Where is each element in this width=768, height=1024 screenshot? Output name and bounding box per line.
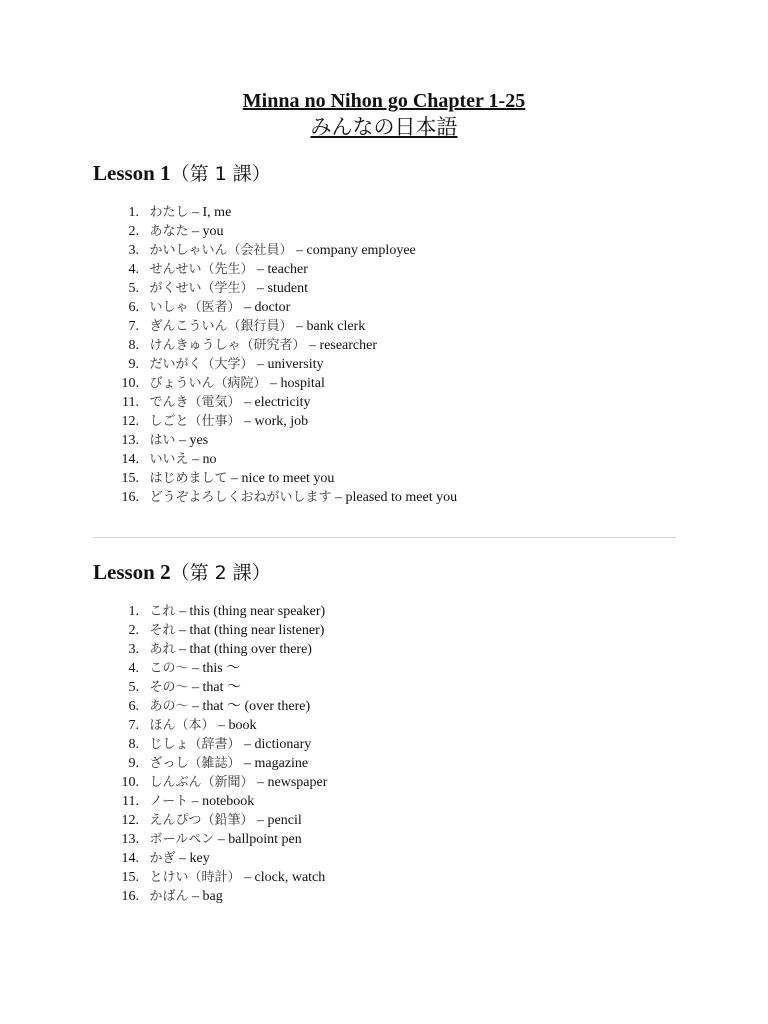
vocab-spacer — [139, 205, 150, 220]
vocab-japanese: この〜 — [149, 661, 189, 676]
vocab-item — [93, 298, 457, 317]
vocab-spacer — [139, 775, 150, 790]
vocab-item — [93, 222, 457, 241]
lesson-2-heading-jp: （第 2 課） — [170, 562, 271, 584]
vocab-item — [93, 393, 457, 412]
vocab-japanese: その〜 — [149, 680, 189, 695]
vocab-japanese: はじめまして — [149, 471, 228, 486]
vocab-english: – that (thing near listener) — [175, 623, 325, 638]
vocab-english: – clock, watch — [240, 870, 326, 885]
vocab-japanese: じしょ（辞書） — [149, 737, 241, 752]
vocab-spacer — [139, 756, 150, 771]
vocab-number: 12. — [121, 414, 139, 429]
vocab-number: 6. — [128, 699, 139, 714]
vocab-item — [93, 697, 327, 716]
vocab-english: – work, job — [240, 414, 309, 429]
vocab-japanese: あなた — [149, 224, 189, 239]
vocab-item — [93, 317, 457, 336]
vocab-japanese: でんき（電気） — [149, 395, 241, 410]
vocab-item — [93, 811, 327, 830]
vocab-japanese: わたし — [149, 205, 189, 220]
vocab-spacer — [139, 699, 150, 714]
vocab-english: – key — [175, 851, 210, 866]
vocab-japanese: これ — [149, 604, 176, 619]
vocab-number: 16. — [121, 889, 139, 904]
vocab-spacer — [139, 794, 150, 809]
vocab-english: – that (thing over there) — [175, 642, 312, 657]
section-divider — [93, 537, 676, 538]
vocab-number: 7. — [128, 718, 139, 733]
vocab-japanese: いしゃ（医者） — [149, 300, 241, 315]
vocab-item — [93, 602, 327, 621]
vocab-english: – notebook — [188, 794, 255, 809]
vocab-spacer — [139, 680, 150, 695]
vocab-spacer — [139, 623, 150, 638]
vocab-english: – dictionary — [240, 737, 312, 752]
vocab-item — [93, 735, 327, 754]
vocab-japanese: とけい（時計） — [149, 870, 241, 885]
vocab-japanese: それ — [149, 623, 176, 638]
vocab-number: 9. — [128, 357, 139, 372]
vocab-spacer — [139, 243, 150, 258]
vocab-number: 5. — [128, 680, 139, 695]
vocab-japanese: あれ — [149, 642, 176, 657]
lesson-2-vocab-list — [93, 602, 327, 906]
vocab-number: 12. — [121, 813, 139, 828]
vocab-number: 13. — [121, 433, 139, 448]
vocab-english: – book — [214, 718, 257, 733]
vocab-spacer — [139, 889, 150, 904]
vocab-spacer — [139, 718, 150, 733]
vocab-japanese: かばん — [149, 889, 189, 904]
vocab-number: 2. — [128, 623, 139, 638]
vocab-english: – student — [253, 281, 308, 296]
vocab-number: 2. — [128, 224, 139, 239]
vocab-number: 4. — [128, 661, 139, 676]
vocab-item — [93, 488, 457, 507]
vocab-item — [93, 640, 327, 659]
vocab-english: – you — [188, 224, 224, 239]
vocab-english: – pleased to meet you — [331, 490, 458, 505]
document-title-jp: みんなの日本語 — [310, 115, 458, 139]
vocab-item — [93, 678, 327, 697]
vocab-spacer — [139, 661, 150, 676]
vocab-english: – pencil — [253, 813, 302, 828]
vocab-item — [93, 773, 327, 792]
vocab-item — [93, 849, 327, 868]
vocab-english: – company employee — [292, 243, 416, 258]
vocab-japanese: ノート — [149, 794, 189, 809]
vocab-item — [93, 469, 457, 488]
vocab-english: – teacher — [253, 262, 308, 277]
vocab-number: 6. — [128, 300, 139, 315]
vocab-english: – university — [253, 357, 324, 372]
lesson-1-vocab-list — [93, 203, 457, 507]
vocab-item — [93, 431, 457, 450]
vocab-english: – researcher — [305, 338, 378, 353]
vocab-item — [93, 241, 457, 260]
vocab-spacer — [139, 414, 150, 429]
vocab-item — [93, 621, 327, 640]
vocab-japanese: だいがく（大学） — [149, 357, 254, 372]
vocab-number: 1. — [128, 205, 139, 220]
vocab-japanese: えんぴつ（鉛筆） — [149, 813, 254, 828]
vocab-english: – this 〜 — [188, 661, 241, 676]
lesson-1-heading-jp: （第 1 課） — [170, 163, 271, 185]
vocab-number: 7. — [128, 319, 139, 334]
vocab-spacer — [139, 376, 150, 391]
vocab-number: 16. — [121, 490, 139, 505]
vocab-spacer — [139, 338, 150, 353]
vocab-japanese: ほん（本） — [149, 718, 215, 733]
vocab-number: 1. — [128, 604, 139, 619]
vocab-spacer — [139, 433, 150, 448]
vocab-spacer — [139, 452, 150, 467]
vocab-english: – yes — [175, 433, 209, 448]
vocab-english: – bag — [188, 889, 223, 904]
vocab-spacer — [139, 851, 150, 866]
vocab-item — [93, 412, 457, 431]
vocab-spacer — [139, 604, 150, 619]
vocab-japanese: ざっし（雑誌） — [149, 756, 241, 771]
vocab-number: 15. — [121, 471, 139, 486]
vocab-item — [93, 887, 327, 906]
vocab-english: – doctor — [240, 300, 291, 315]
vocab-number: 14. — [121, 452, 139, 467]
vocab-english: – I, me — [188, 205, 232, 220]
vocab-japanese: どうぞよろしくおねがいします — [149, 490, 332, 505]
vocab-japanese: かいしゃいん（会社員） — [149, 243, 293, 258]
vocab-number: 9. — [128, 756, 139, 771]
vocab-item — [93, 336, 457, 355]
vocab-english: – hospital — [266, 376, 325, 391]
vocab-japanese: けんきゅうしゃ（研究者） — [149, 338, 306, 353]
vocab-spacer — [139, 262, 150, 277]
vocab-spacer — [139, 832, 150, 847]
vocab-item — [93, 203, 457, 222]
vocab-japanese: はい — [149, 433, 176, 448]
vocab-number: 3. — [128, 642, 139, 657]
vocab-spacer — [139, 357, 150, 372]
vocab-japanese: びょういん（病院） — [149, 376, 267, 391]
document-title-block — [0, 88, 768, 140]
vocab-japanese: しごと（仕事） — [149, 414, 241, 429]
vocab-spacer — [139, 870, 150, 885]
vocab-item — [93, 868, 327, 887]
vocab-number: 11. — [122, 794, 139, 809]
vocab-japanese: しんぶん（新聞） — [149, 775, 254, 790]
vocab-japanese: せんせい（先生） — [149, 262, 254, 277]
vocab-spacer — [139, 319, 150, 334]
vocab-item — [93, 450, 457, 469]
vocab-item — [93, 754, 327, 773]
vocab-english: – magazine — [240, 756, 309, 771]
vocab-english: – no — [188, 452, 217, 467]
vocab-english: – electricity — [240, 395, 311, 410]
vocab-number: 4. — [128, 262, 139, 277]
vocab-english: – nice to meet you — [227, 471, 335, 486]
vocab-spacer — [139, 281, 150, 296]
vocab-item — [93, 659, 327, 678]
vocab-spacer — [139, 395, 150, 410]
lesson-2-heading — [93, 559, 271, 586]
vocab-spacer — [139, 224, 150, 239]
vocab-item — [93, 792, 327, 811]
vocab-japanese: ぎんこういん（銀行員） — [149, 319, 293, 334]
vocab-number: 14. — [121, 851, 139, 866]
vocab-japanese: がくせい（学生） — [149, 281, 254, 296]
vocab-english: – ballpoint pen — [214, 832, 302, 847]
vocab-english: – this (thing near speaker) — [175, 604, 326, 619]
vocab-number: 8. — [128, 338, 139, 353]
vocab-item — [93, 374, 457, 393]
vocab-number: 10. — [121, 376, 139, 391]
document-title: Minna no Nihon go Chapter 1-25 — [242, 90, 526, 112]
lesson-1-heading — [93, 160, 271, 187]
vocab-number: 11. — [122, 395, 139, 410]
vocab-number: 8. — [128, 737, 139, 752]
vocab-item — [93, 279, 457, 298]
vocab-english: – that 〜 (over there) — [188, 699, 311, 714]
vocab-spacer — [139, 300, 150, 315]
vocab-number: 10. — [121, 775, 139, 790]
vocab-japanese: かぎ — [149, 851, 176, 866]
vocab-english: – bank clerk — [292, 319, 366, 334]
vocab-spacer — [139, 490, 150, 505]
vocab-item — [93, 716, 327, 735]
vocab-item — [93, 260, 457, 279]
vocab-english: – newspaper — [253, 775, 328, 790]
lesson-1-heading-text: Lesson 1 — [93, 161, 171, 185]
vocab-number: 15. — [121, 870, 139, 885]
vocab-spacer — [139, 737, 150, 752]
vocab-japanese: ボールペン — [149, 832, 215, 847]
vocab-number: 5. — [128, 281, 139, 296]
vocab-spacer — [139, 813, 150, 828]
vocab-item — [93, 830, 327, 849]
vocab-spacer — [139, 471, 150, 486]
vocab-number: 3. — [128, 243, 139, 258]
vocab-item — [93, 355, 457, 374]
vocab-english: – that 〜 — [188, 680, 242, 695]
vocab-number: 13. — [121, 832, 139, 847]
lesson-2-heading-text: Lesson 2 — [93, 560, 171, 584]
vocab-spacer — [139, 642, 150, 657]
vocab-japanese: あの〜 — [149, 699, 189, 714]
vocab-japanese: いいえ — [149, 452, 189, 467]
